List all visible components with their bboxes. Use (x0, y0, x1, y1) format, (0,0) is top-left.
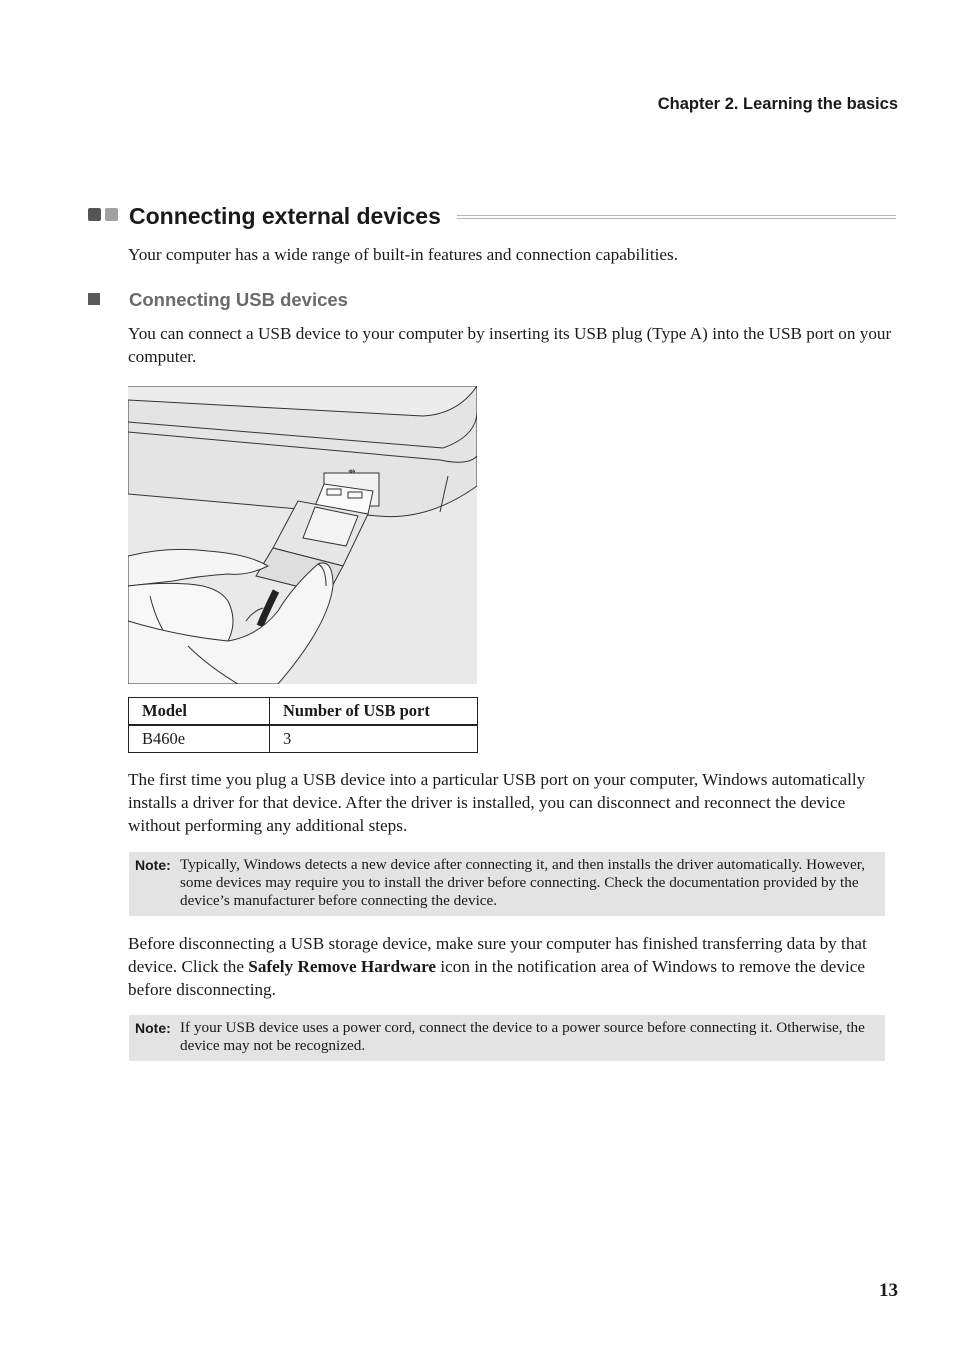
safely-remove-hardware-term: Safely Remove Hardware (248, 957, 437, 976)
note-text: If your USB device uses a power cord, connect the device to a power source before connecting it. Otherwise, the device may not be recognized. (180, 1019, 865, 1054)
usb-paragraph-3 (128, 932, 896, 1001)
usb-plug-icon (128, 386, 477, 684)
section-heading (88, 201, 896, 233)
note-box-driver (129, 852, 885, 916)
usb-port-table (128, 697, 478, 753)
note-label: Note: (135, 857, 171, 873)
table-cell-model: B460e (129, 725, 270, 753)
note-label: Note: (135, 1020, 171, 1036)
heading-square-dark-icon (88, 208, 101, 221)
table-row (129, 725, 478, 753)
section-intro: Your computer has a wide range of built-in features and connection capabilities. (128, 245, 678, 264)
column-header-usb-ports: Number of USB port (270, 698, 478, 726)
svg-text:⇴: ⇴ (348, 467, 356, 477)
page-number: 13 (879, 1280, 898, 1301)
title-divider (457, 215, 896, 219)
column-header-model: Model (129, 698, 270, 726)
table-cell-usb-ports: 3 (270, 725, 478, 753)
note-text: Typically, Windows detects a new device after connecting it, and then installs the driver automatically. However, some devices may require you to install the driver before connecting. Check the documentation provided by the device’s manufacturer before connecting the device. (180, 856, 865, 909)
note-box-power (129, 1015, 885, 1061)
usb-paragraph-1: You can connect a USB device to your computer by inserting its USB plug (Type A) into the USB port on your computer. (128, 324, 892, 366)
subsection-title: Connecting USB devices (129, 289, 348, 310)
usb-plug-illustration (128, 386, 477, 684)
square-bullet-icon (88, 293, 100, 305)
usb-paragraph-2: The first time you plug a USB device into a particular USB port on your computer, Windows automatically installs a driver for that device. After the driver is installed, you can disconnect and reconnect the device without performing any additional steps. (128, 770, 866, 835)
paragraph-3-text-end: icon in the notification area of Windows to remove the device before disconnecting. (128, 957, 866, 999)
section-title: Connecting external devices (129, 203, 441, 229)
heading-square-light-icon (105, 208, 118, 221)
paragraph-3-text-start: Before disconnecting a USB storage device, make sure your computer has finished transferring data by that device. Click the (128, 934, 867, 976)
table-header-row (129, 698, 478, 726)
chapter-header: Chapter 2. Learning the basics (657, 95, 898, 113)
